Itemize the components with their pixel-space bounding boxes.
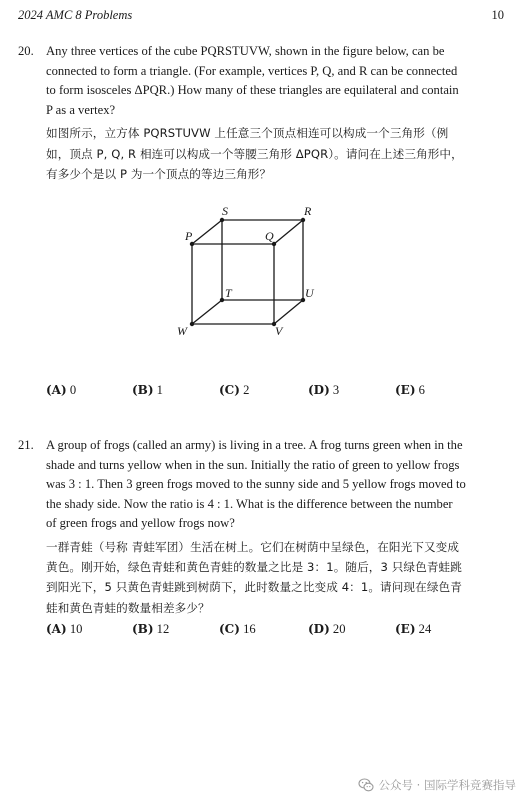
page-number: 10 (491, 8, 504, 22)
choice-a[interactable] (46, 622, 82, 637)
label-R: R (304, 204, 312, 218)
cube-figure (150, 200, 350, 345)
problem-20-en-line: connected to form a triangle. (For example, vertices P, Q, and R can be connected (46, 63, 458, 78)
problem-20-number: 20. (18, 44, 34, 58)
header-title: 2024 AMC 8 Problems (18, 8, 133, 22)
choice-value: 3 (332, 383, 340, 397)
label-P: P (185, 229, 193, 243)
choice-value: 24 (418, 622, 432, 636)
choice-value: 16 (243, 622, 256, 636)
choice-letter: (E) (395, 383, 416, 397)
problem-20-chinese (46, 123, 488, 184)
cube-diagram (150, 200, 350, 345)
label-W: W (177, 324, 187, 338)
choice-a[interactable] (46, 383, 76, 398)
label-T: T (225, 286, 232, 300)
choice-letter: (D) (308, 622, 330, 636)
choice-value: 0 (69, 383, 77, 397)
choice-value: 20 (332, 622, 346, 636)
choice-letter: (B) (132, 622, 154, 636)
choice-c[interactable] (219, 622, 256, 637)
choice-d[interactable] (308, 622, 346, 637)
choice-value: 6 (418, 383, 425, 397)
problem-21-choices (46, 622, 486, 642)
choice-letter: (B) (132, 383, 154, 397)
problem-21 (18, 436, 488, 618)
problem-20-en-line: to form isosceles ΔPQR.) How many of these triangles are equilateral and contain (46, 83, 459, 98)
choice-letter: (C) (219, 622, 240, 636)
choice-letter: (A) (46, 383, 67, 397)
choice-e[interactable] (395, 383, 425, 398)
problem-20-zh-line: 有多少个是以 P 为一个顶点的等边三角形？ (46, 166, 272, 181)
page-header (18, 8, 504, 26)
problem-21-english (46, 436, 488, 534)
problem-21-en-line: of green frogs and yellow frogs now? (46, 516, 235, 531)
choice-letter: (C) (219, 383, 240, 397)
choice-c[interactable] (219, 383, 249, 398)
problem-20-zh-line: 如图所示，立方体 PQRSTUVW 上任意三个顶点相连可以构成一个三角形（例 (46, 126, 449, 141)
problem-20-en-line: P as a vertex? (46, 102, 116, 117)
problem-21-en-line: the shady side. Now the ratio is 4 : 1. What is the difference between the number (46, 496, 453, 511)
wechat-icon (358, 777, 374, 793)
problem-20-english (46, 42, 488, 120)
choice-e[interactable] (395, 622, 431, 637)
choice-value: 10 (69, 622, 83, 636)
choice-b[interactable] (132, 622, 169, 637)
choice-letter: (A) (46, 622, 67, 636)
problem-20-en-line: Any three vertices of the cube PQRSTUVW, shown in the figure below, can be (46, 44, 445, 58)
watermark (358, 777, 516, 793)
choice-value: 2 (243, 383, 250, 397)
label-Q: Q (265, 229, 274, 243)
problem-21-zh-line: 到阳光下，5 只黄色青蛙跳到树荫下，此时数量之比变成 4：1。请问现在绿色青 (46, 580, 462, 595)
label-S: S (222, 204, 228, 218)
choice-letter: (D) (308, 383, 330, 397)
label-V: V (275, 324, 283, 338)
problem-20 (18, 42, 488, 184)
choice-b[interactable] (132, 383, 163, 398)
problem-21-en-line: A group of frogs (called an army) is living in a tree. A frog turns green when in the (46, 438, 463, 452)
problem-21-zh-line: 一群青蛙（号称 青蛙军团）生活在树上。它们在树荫中呈绿色，在阳光下又变成 (46, 539, 460, 554)
problem-21-en-line: shade and turns yellow when in the sun. Initially the ratio of green to yellow frogs (46, 457, 460, 472)
label-U: U (305, 286, 314, 300)
problem-21-en-line: was 3 : 1. Then 3 green frogs moved to the sunny side and 5 yellow frogs moved to (46, 477, 466, 492)
choice-value: 12 (156, 622, 170, 636)
choice-d[interactable] (308, 383, 339, 398)
problem-21-number: 21. (18, 438, 34, 452)
watermark-text: 公众号 · 国际学科竞赛指导 (378, 778, 516, 792)
choice-letter: (E) (395, 622, 416, 636)
problem-20-zh-line: 如，顶点 P, Q, R 相连可以构成一个等腰三角形 ΔPQR）。请问在上述三角形中， (46, 146, 463, 161)
problem-21-zh-line: 蛙和黄色青蛙的数量相差多少？ (46, 600, 210, 615)
choice-value: 1 (156, 383, 163, 397)
problem-20-choices (46, 383, 486, 403)
problem-21-chinese (46, 537, 488, 618)
problem-21-zh-line: 黄色。刚开始，绿色青蛙和黄色青蛙的数量之比是 3：1。随后，3 只绿色青蛙跳 (46, 560, 462, 575)
